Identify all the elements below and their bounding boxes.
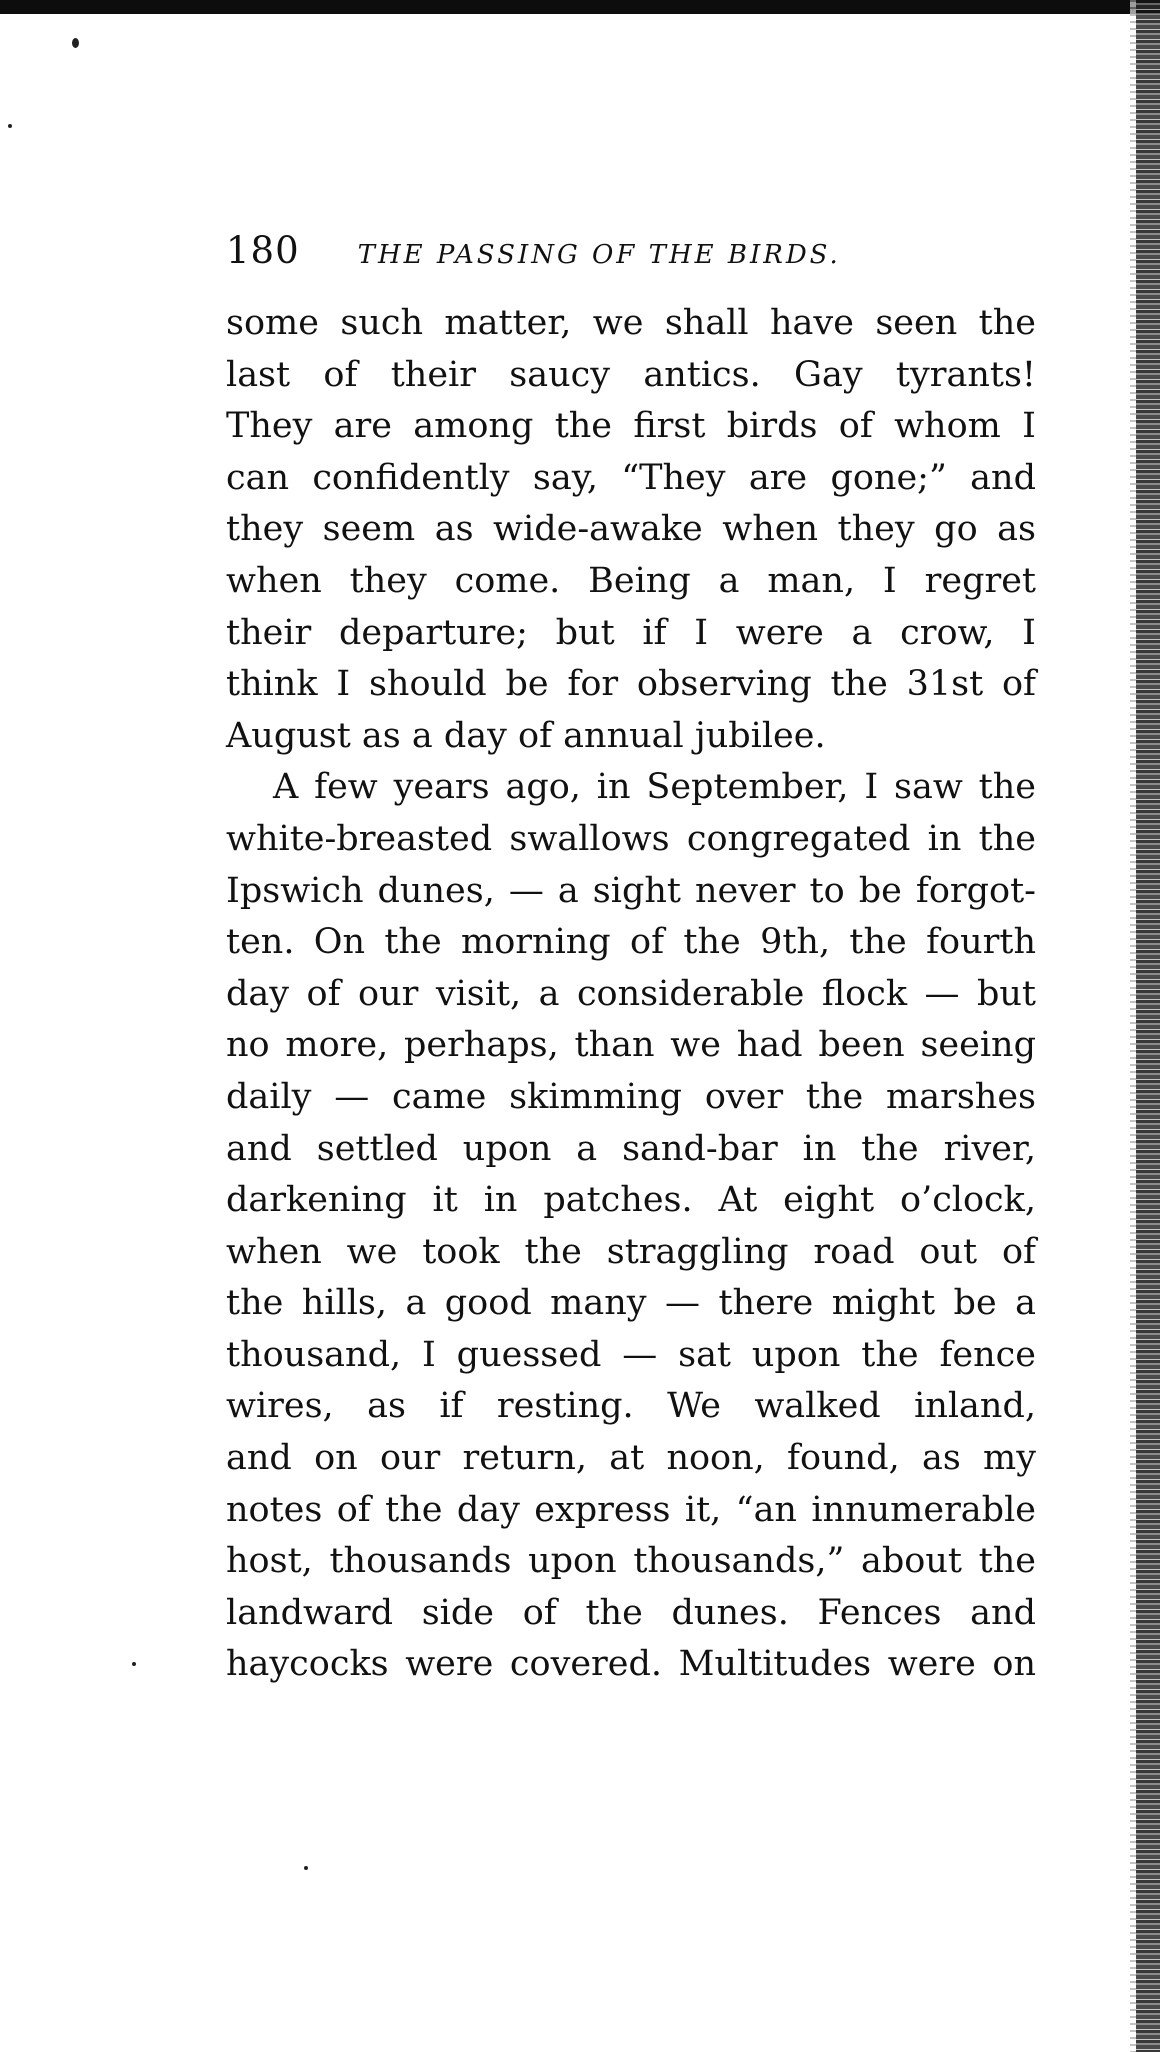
text-line: no more, perhaps, than we had been seeing [226, 1025, 1036, 1066]
text-line: their departure; but if I were a crow, I [226, 612, 1036, 653]
scan-speck [8, 124, 12, 128]
text-line: when we took the straggling road out of [226, 1231, 1036, 1272]
paragraph-end-line: August as a day of annual jubilee. [226, 715, 826, 756]
scan-speck [304, 1866, 308, 1870]
text-line: some such matter, we shall have seen the [226, 303, 1036, 343]
scan-right-border [1136, 0, 1160, 2052]
text-line: daily — came skimming over the marshes [226, 1076, 1036, 1117]
page-number: 180 [226, 229, 300, 272]
scan-speck [132, 1662, 136, 1666]
text-line: landward side of the dunes. Fences and [226, 1592, 1036, 1633]
text-line: think I should be for observing the 31st of [226, 664, 1036, 705]
text-line: wires, as if resting. We walked inland, [226, 1386, 1036, 1427]
text-line: host, thousands upon thousands,” about the [226, 1541, 1036, 1582]
text-line: Ipswich dunes, — a sight never to be forgot- [226, 870, 1036, 911]
scan-top-border [0, 0, 1160, 14]
text-line: white-breasted swallows congregated in the [226, 818, 1036, 859]
running-title: THE PASSING OF THE BIRDS. [357, 240, 841, 270]
text-line: can confidently say, “They are gone;” and [226, 457, 1036, 498]
scan-speck [72, 38, 79, 48]
text-line: darkening it in patches. At eight o’clock, [226, 1180, 1036, 1221]
text-line: when they come. Being a man, I regret [226, 560, 1036, 601]
text-line: last of their saucy antics. Gay tyrants! [226, 354, 1036, 395]
text-line: they seem as wide-awake when they go as [226, 509, 1036, 550]
text-line: the hills, a good many — there might be a [226, 1283, 1036, 1324]
text-line: thousand, I guessed — sat upon the fence [226, 1334, 1036, 1375]
body-text [226, 298, 1036, 1691]
paragraph-start-line: A few years ago, in September, I saw the [273, 767, 1036, 808]
text-line: and on our return, at noon, found, as my [226, 1438, 1036, 1479]
page-header [226, 228, 1036, 274]
text-line: and settled upon a sand-bar in the river, [226, 1128, 1036, 1169]
text-line: notes of the day express it, “an innumerable [226, 1489, 1036, 1530]
text-line: day of our visit, a considerable flock — but [226, 973, 1036, 1014]
text-line: haycocks were covered. Multitudes were on [226, 1644, 1036, 1685]
text-line: ten. On the morning of the 9th, the fourth [226, 922, 1036, 963]
text-line: They are among the first birds of whom I [226, 406, 1036, 447]
